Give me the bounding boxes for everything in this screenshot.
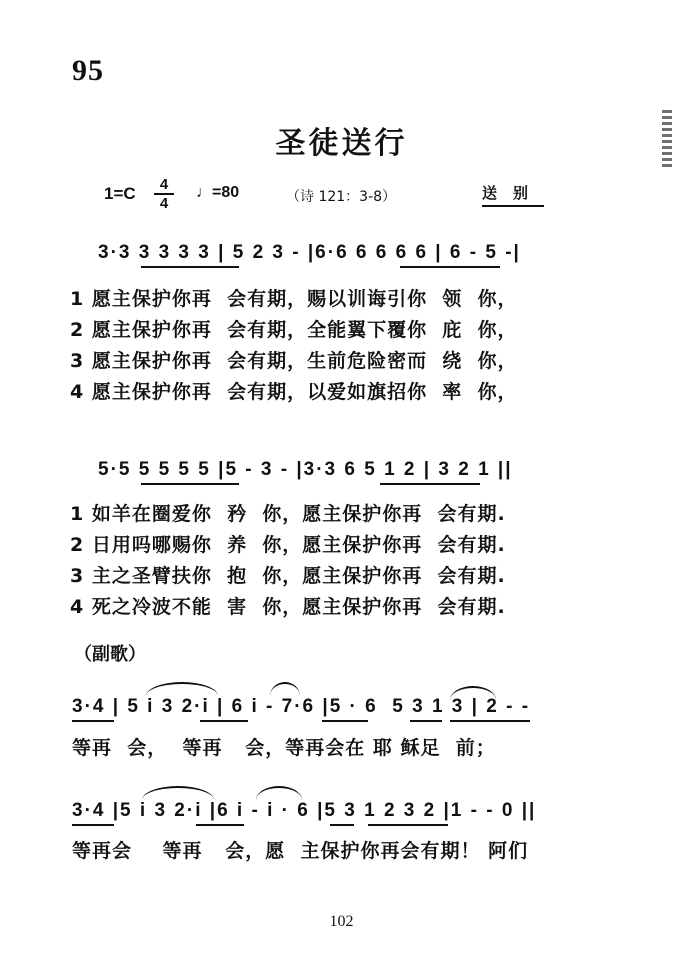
note-beam <box>72 720 114 722</box>
chorus-notes-line-1: 3·4 | 5 i 3 2·i | 6 i - 7·6 |5 · 6 5 3 1 3 | 2 - - <box>72 696 531 717</box>
verse-lyric-line: 1 如羊在圈爱你 矜 你，愿主保护你再 会有期. <box>70 503 506 525</box>
key-signature: 1=C <box>104 184 136 203</box>
verse-notes-line-1: 3·3 3 3 3 3 | 5 2 3 - |6·6 6 6 6 6 | 6 - 5 -| <box>98 242 521 263</box>
verse-lyric-line: 3 愿主保护你再 会有期，生前危险密而 绕 你， <box>70 350 518 372</box>
note-beam <box>200 720 248 722</box>
time-signature <box>154 177 174 211</box>
note-beam <box>196 824 244 826</box>
note-beam <box>380 483 480 485</box>
time-signature-top: 4 <box>159 176 169 193</box>
note-beam <box>368 824 448 826</box>
note-beam <box>330 824 354 826</box>
page-number: 102 <box>329 913 354 930</box>
slur-mark <box>256 786 302 800</box>
verse-lyric-line: 1 愿主保护你再 会有期，赐以训诲引你 领 你， <box>70 288 518 310</box>
slur-mark <box>142 786 214 800</box>
tempo-marking: ♩=80 <box>196 184 240 201</box>
note-beam <box>410 720 442 722</box>
verse-lyric-line: 4 死之冷波不能 害 你，愿主保护你再 会有期. <box>70 596 506 618</box>
tune-name: 送别 <box>482 182 544 207</box>
note-beam <box>72 824 114 826</box>
time-signature-bottom: 4 <box>159 195 169 212</box>
slur-mark <box>270 682 300 696</box>
note-beam <box>141 266 239 268</box>
note-beam <box>141 483 239 485</box>
hymn-number: 95 <box>72 54 104 87</box>
hymn-title: 圣徒送行 <box>275 126 408 161</box>
verse-lyric-line: 3 主之圣臂扶你 抱 你，愿主保护你再 会有期. <box>70 565 506 587</box>
note-beam <box>450 720 530 722</box>
chorus-label: （副歌） <box>74 644 146 665</box>
scripture-reference: （诗 121：3-8） <box>286 189 397 205</box>
verse-notes-line-2: 5·5 5 5 5 5 |5 - 3 - |3·3 6 5 1 2 | 3 2 1 || <box>98 459 513 480</box>
chorus-lyric-line: 等再 会， 等再 会，等再会在 耶 稣足 前； <box>72 737 496 759</box>
note-beam <box>322 720 368 722</box>
note-beam <box>400 266 500 268</box>
slur-mark <box>146 682 218 696</box>
chorus-notes-line-2: 3·4 |5 i 3 2·i |6 i - i · 6 |5 3 1 2 3 2 |1 - - 0 || <box>72 800 537 821</box>
verse-lyric-line: 2 日用吗哪赐你 养 你，愿主保护你再 会有期. <box>70 534 506 556</box>
verse-lyric-line: 4 愿主保护你再 会有期，以爱如旗招你 率 你， <box>70 381 518 403</box>
chorus-lyric-line: 等再会 等再 会，愿 主保护你再会有期！ 阿们 <box>72 840 529 862</box>
verse-lyric-line: 2 愿主保护你再 会有期，全能翼下覆你 庇 你， <box>70 319 518 341</box>
